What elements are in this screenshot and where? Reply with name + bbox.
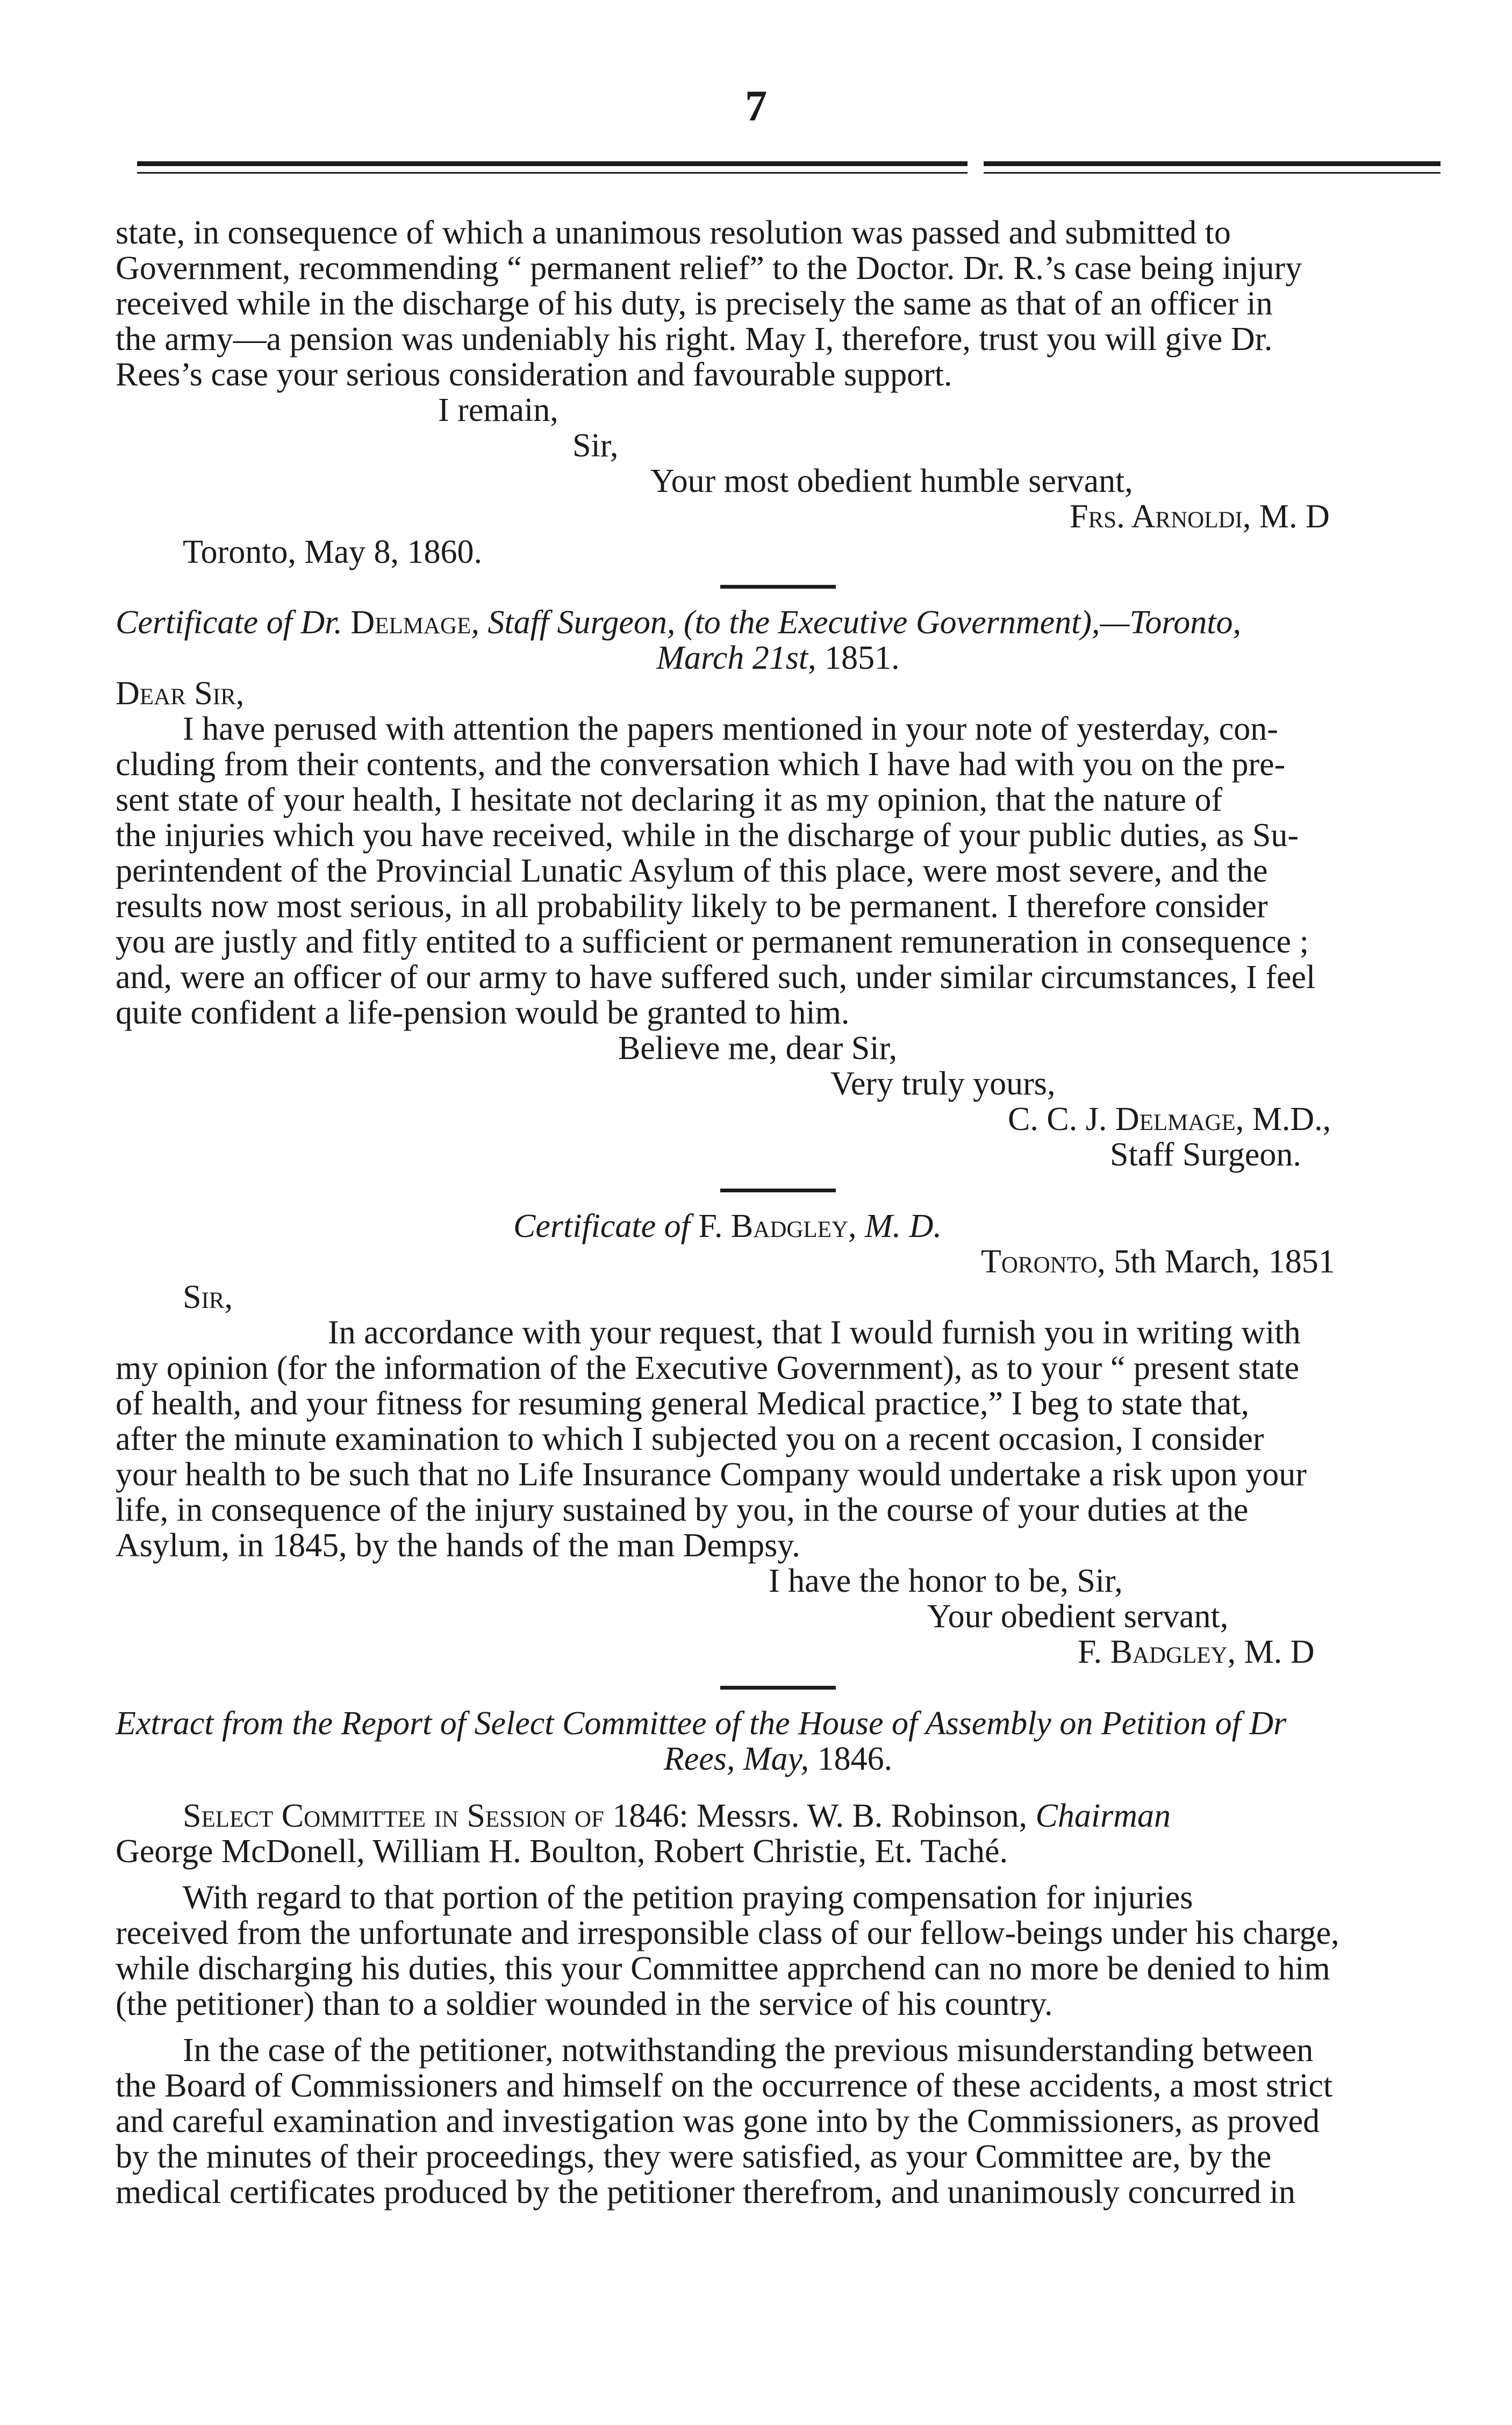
- section-heading: Extract from the Report of Select Committee of the House of Assembly on Petition of Dr: [116, 1705, 1287, 1742]
- text-line: cluding from their contents, and the conversation which I have had with you on the pre-: [116, 746, 1286, 783]
- section-heading: Certificate of F. Badgley, M. D.: [513, 1208, 942, 1244]
- salutation: Sir,: [183, 1279, 233, 1315]
- text-line: of health, and your fitness for resuming general Medical practice,” I beg to state that,: [116, 1385, 1249, 1422]
- page-number: 7: [745, 81, 767, 130]
- text-line: sent state of your health, I hesitate not declaring it as my opinion, that the nature of: [116, 782, 1223, 818]
- closing-line: I remain,: [438, 392, 558, 428]
- text-line: the injuries which you have received, while in the discharge of your public duties, as Su-: [116, 817, 1299, 854]
- section-divider: [720, 585, 836, 589]
- committee-members: George McDonell, William H. Boulton, Robert Christie, Et. Taché.: [116, 1833, 1008, 1870]
- closing-line: Sir,: [572, 427, 619, 464]
- report-paragraph-2: [116, 2033, 1441, 2210]
- section-heading: Certificate of Dr. Delmage, Staff Surgeon, (to the Executive Government),—Toronto,: [116, 604, 1241, 641]
- signature-title: Staff Surgeon.: [1110, 1136, 1301, 1173]
- section-divider: [720, 1686, 836, 1690]
- document-body: [116, 215, 1441, 2210]
- section-divider: [720, 1189, 836, 1192]
- text-line: after the minute examination to which I subjected you on a recent occasion, I consider: [116, 1421, 1264, 1457]
- salutation: Dear Sir,: [116, 675, 245, 712]
- text-line: by the minutes of their proceedings, they were satisfied, as your Committee are, by the: [116, 2138, 1272, 2175]
- report-paragraph-1: [116, 1880, 1441, 2022]
- text-line: the Board of Commissioners and himself on the occurrence of these accidents, a most strict: [116, 2068, 1333, 2104]
- place-date: Toronto, 5th March, 1851: [981, 1243, 1335, 1280]
- closing-line: Your obedient servant,: [927, 1598, 1229, 1635]
- text-line: quite confident a life-pension would be granted to him.: [116, 995, 850, 1031]
- closing-line: I have the honor to be, Sir,: [769, 1563, 1123, 1599]
- text-line: I have perused with attention the papers mentioned in your note of yesterday, con-: [183, 711, 1278, 747]
- closing-line: Your most obedient humble servant,: [650, 463, 1133, 499]
- closing-line: Believe me, dear Sir,: [618, 1030, 898, 1067]
- text-line: state, in consequence of which a unanimous resolution was passed and submitted to: [116, 214, 1231, 251]
- text-line: your health to be such that no Life Insurance Company would undertake a risk upon your: [116, 1456, 1307, 1493]
- text-line: Asylum, in 1845, by the hands of the man Dempsy.: [116, 1527, 800, 1564]
- text-line: perintendent of the Provincial Lunatic Asylum of this place, were most severe, and the: [116, 853, 1268, 889]
- text-line: With regard to that portion of the petition praying compensation for injuries: [183, 1879, 1193, 1916]
- place-date: Toronto, May 8, 1860.: [183, 534, 483, 570]
- certificate-delmage-text: [116, 711, 1441, 1031]
- text-line: and careful examination and investigation was gone into by the Commissioners, as proved: [116, 2103, 1320, 2140]
- text-line: and, were an officer of our army to have suffered such, under similar circumstances, I feel: [116, 959, 1316, 996]
- text-line: Government, recommending “ permanent relief” to the Doctor. Dr. R.’s case being injury: [116, 250, 1302, 287]
- text-line: In the case of the petitioner, notwithstanding the previous misunderstanding between: [183, 2032, 1314, 2069]
- signature: Frs. Arnoldi, M. D: [1070, 498, 1330, 535]
- closing-line: Very truly yours,: [830, 1065, 1056, 1102]
- text-line: life, in consequence of the injury sustained by you, in the course of your duties at the: [116, 1492, 1249, 1528]
- letter-arnoldi-text: [116, 215, 1441, 392]
- signature: F. Badgley, M. D: [1078, 1634, 1315, 1670]
- section-heading: Rees, May, 1846.: [663, 1741, 893, 1777]
- text-line: results now most serious, in all probability likely to be permanent. I therefore consider: [116, 888, 1268, 925]
- text-line: my opinion (for the information of the Executive Government), as to your “ present state: [116, 1350, 1300, 1386]
- text-line: received while in the discharge of his duty, is precisely the same as that of an officer in: [116, 285, 1273, 322]
- text-line: the army—a pension was undeniably his right. May I, therefore, trust you will give Dr.: [116, 321, 1273, 357]
- certificate-badgley-text: [116, 1315, 1441, 1563]
- text-line: Rees’s case your serious consideration and favourable support.: [116, 356, 952, 393]
- text-line: received from the unfortunate and irresponsible class of our fellow-beings under his charge,: [116, 1915, 1339, 1951]
- text-line: In accordance with your request, that I would furnish you in writing with: [328, 1314, 1301, 1351]
- signature: C. C. J. Delmage, M.D.,: [1008, 1101, 1331, 1138]
- committee-members: Select Committee in Session of 1846: Messrs. W. B. Robinson, Chairman: [183, 1798, 1171, 1834]
- text-line: (the petitioner) than to a soldier wounded in the service of his country.: [116, 1986, 1053, 2022]
- section-heading: March 21st, 1851.: [656, 640, 900, 676]
- text-line: you are justly and fitly entited to a sufficient or permanent remuneration in consequence ;: [116, 924, 1309, 960]
- text-line: while discharging his duties, this your Committee apprchend can no more be denied to him: [116, 1950, 1330, 1987]
- text-line: medical certificates produced by the petitioner therefrom, and unanimously concurred in: [116, 2174, 1296, 2211]
